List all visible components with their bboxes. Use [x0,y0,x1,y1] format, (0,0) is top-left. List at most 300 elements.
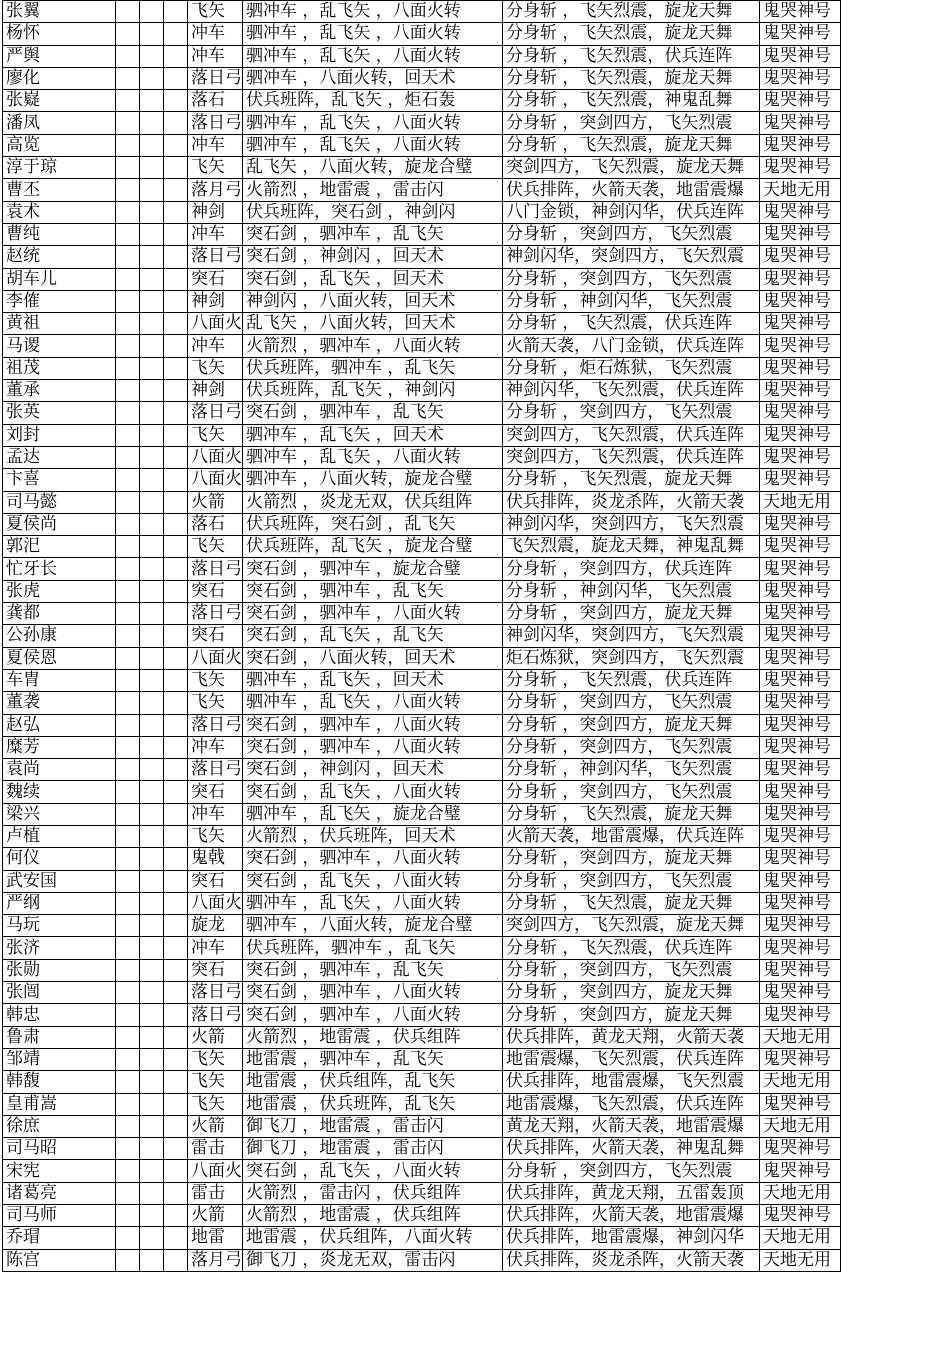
ultimate-skills-cell[interactable]: 分身斩 ，突剑四方，飞矢烈震 [503,692,760,714]
blank-cell-2[interactable] [140,692,164,714]
blank-cell-3[interactable] [164,959,188,981]
ultimate-skills-cell[interactable]: 伏兵排阵，火箭天袭，地雷震爆 [503,1205,760,1227]
weapon-cell[interactable]: 落月弓 [188,179,243,201]
ultimate-skills-cell[interactable]: 突剑四方，飞矢烈震，伏兵连阵 [503,446,760,468]
ultimate-skills-cell[interactable]: 分身斩 ，突剑四方，旋龙天舞 [503,982,760,1004]
weapon-cell[interactable]: 八面火 [188,1160,243,1182]
blank-cell-2[interactable] [140,380,164,402]
final-skill-cell[interactable]: 天地无用 [760,1026,841,1048]
final-skill-cell[interactable]: 鬼哭神号 [760,290,841,312]
skills-cell[interactable]: 御飞刀 ，地雷震 ，雷击闪 [243,1115,503,1137]
blank-cell-3[interactable] [164,1249,188,1271]
weapon-cell[interactable]: 突石 [188,268,243,290]
final-skill-cell[interactable]: 鬼哭神号 [760,892,841,914]
weapon-cell[interactable]: 落石 [188,513,243,535]
name-cell[interactable]: 诸葛亮 [3,1182,116,1204]
blank-cell-2[interactable] [140,781,164,803]
blank-cell-3[interactable] [164,1115,188,1137]
blank-cell-1[interactable] [116,402,140,424]
ultimate-skills-cell[interactable]: 分身斩 ，神剑闪华，飞矢烈震 [503,290,760,312]
final-skill-cell[interactable]: 鬼哭神号 [760,825,841,847]
final-skill-cell[interactable]: 鬼哭神号 [760,959,841,981]
weapon-cell[interactable]: 落日弓 [188,112,243,134]
weapon-cell[interactable]: 火箭 [188,1026,243,1048]
weapon-cell[interactable]: 飞矢 [188,692,243,714]
blank-cell-2[interactable] [140,446,164,468]
final-skill-cell[interactable]: 鬼哭神号 [760,157,841,179]
ultimate-skills-cell[interactable]: 伏兵排阵，地雷震爆，神剑闪华 [503,1227,760,1249]
skills-cell[interactable]: 火箭烈 ，地雷震 ，雷击闪 [243,179,503,201]
final-skill-cell[interactable]: 鬼哭神号 [760,1138,841,1160]
name-cell[interactable]: 司马昭 [3,1138,116,1160]
weapon-cell[interactable]: 飞矢 [188,157,243,179]
weapon-cell[interactable]: 神剑 [188,201,243,223]
weapon-cell[interactable]: 飞矢 [188,1071,243,1093]
ultimate-skills-cell[interactable]: 分身斩 ，突剑四方，飞矢烈震 [503,223,760,245]
final-skill-cell[interactable]: 鬼哭神号 [760,915,841,937]
skills-cell[interactable]: 驷冲车 ，乱飞矢 ，八面火转 [243,23,503,45]
blank-cell-1[interactable] [116,781,140,803]
weapon-cell[interactable]: 飞矢 [188,357,243,379]
skills-cell[interactable]: 伏兵班阵，乱飞矢 ，神剑闪 [243,380,503,402]
ultimate-skills-cell[interactable]: 分身斩 ，飞矢烈震，旋龙天舞 [503,892,760,914]
name-cell[interactable]: 赵统 [3,246,116,268]
final-skill-cell[interactable]: 鬼哭神号 [760,246,841,268]
blank-cell-2[interactable] [140,23,164,45]
blank-cell-3[interactable] [164,1160,188,1182]
blank-cell-2[interactable] [140,491,164,513]
blank-cell-1[interactable] [116,603,140,625]
skills-cell[interactable]: 突石剑 ，驷冲车 ，八面火转 [243,603,503,625]
ultimate-skills-cell[interactable]: 分身斩 ，突剑四方，飞矢烈震 [503,736,760,758]
ultimate-skills-cell[interactable]: 分身斩 ，突剑四方，旋龙天舞 [503,714,760,736]
skills-cell[interactable]: 驷冲车 ，乱飞矢 ，八面火转 [243,134,503,156]
skills-cell[interactable]: 突石剑 ，驷冲车 ，乱飞矢 [243,402,503,424]
final-skill-cell[interactable]: 鬼哭神号 [760,603,841,625]
blank-cell-1[interactable] [116,45,140,67]
blank-cell-1[interactable] [116,1093,140,1115]
weapon-cell[interactable]: 飞矢 [188,536,243,558]
skills-cell[interactable]: 驷冲车 ，乱飞矢 ，旋龙合璧 [243,803,503,825]
weapon-cell[interactable]: 冲车 [188,335,243,357]
ultimate-skills-cell[interactable]: 分身斩 ，飞矢烈震，旋龙天舞 [503,469,760,491]
weapon-cell[interactable]: 飞矢 [188,1093,243,1115]
weapon-cell[interactable]: 落月弓 [188,1249,243,1271]
ultimate-skills-cell[interactable]: 分身斩 ，飞矢烈震，旋龙天舞 [503,134,760,156]
blank-cell-2[interactable] [140,313,164,335]
name-cell[interactable]: 徐庶 [3,1115,116,1137]
weapon-cell[interactable]: 落日弓 [188,1004,243,1026]
name-cell[interactable]: 武安国 [3,870,116,892]
blank-cell-1[interactable] [116,915,140,937]
weapon-cell[interactable]: 冲车 [188,937,243,959]
blank-cell-1[interactable] [116,446,140,468]
weapon-cell[interactable]: 雷击 [188,1138,243,1160]
blank-cell-3[interactable] [164,290,188,312]
name-cell[interactable]: 廖化 [3,67,116,89]
ultimate-skills-cell[interactable]: 神剑闪华，飞矢烈震，伏兵连阵 [503,380,760,402]
name-cell[interactable]: 鲁肃 [3,1026,116,1048]
ultimate-skills-cell[interactable]: 黄龙天翔，火箭天袭，地雷震爆 [503,1115,760,1137]
blank-cell-3[interactable] [164,268,188,290]
final-skill-cell[interactable]: 天地无用 [760,1182,841,1204]
blank-cell-1[interactable] [116,759,140,781]
blank-cell-3[interactable] [164,982,188,1004]
blank-cell-1[interactable] [116,201,140,223]
name-cell[interactable]: 马玩 [3,915,116,937]
blank-cell-3[interactable] [164,1004,188,1026]
ultimate-skills-cell[interactable]: 分身斩 ，突剑四方，旋龙天舞 [503,1004,760,1026]
blank-cell-3[interactable] [164,134,188,156]
name-cell[interactable]: 袁术 [3,201,116,223]
blank-cell-3[interactable] [164,1071,188,1093]
skills-cell[interactable]: 地雷震 ，伏兵组阵，乱飞矢 [243,1071,503,1093]
blank-cell-2[interactable] [140,1048,164,1070]
name-cell[interactable]: 司马师 [3,1205,116,1227]
skills-cell[interactable]: 突石剑 ，驷冲车 ，乱飞矢 [243,580,503,602]
blank-cell-2[interactable] [140,1004,164,1026]
skills-cell[interactable]: 火箭烈 ，雷击闪 ，伏兵组阵 [243,1182,503,1204]
final-skill-cell[interactable]: 鬼哭神号 [760,625,841,647]
blank-cell-1[interactable] [116,335,140,357]
blank-cell-1[interactable] [116,1,140,23]
skills-cell[interactable]: 驷冲车 ，乱飞矢 ，回天术 [243,669,503,691]
blank-cell-1[interactable] [116,959,140,981]
blank-cell-1[interactable] [116,491,140,513]
blank-cell-2[interactable] [140,1182,164,1204]
skills-cell[interactable]: 突石剑 ，驷冲车 ，旋龙合璧 [243,558,503,580]
weapon-cell[interactable]: 落日弓 [188,759,243,781]
skills-cell[interactable]: 突石剑 ，乱飞矢 ，乱飞矢 [243,625,503,647]
ultimate-skills-cell[interactable]: 分身斩 ，突剑四方，飞矢烈震 [503,959,760,981]
ultimate-skills-cell[interactable]: 伏兵排阵，火箭天袭，地雷震爆 [503,179,760,201]
blank-cell-2[interactable] [140,892,164,914]
blank-cell-3[interactable] [164,937,188,959]
name-cell[interactable]: 张闿 [3,982,116,1004]
skills-cell[interactable]: 伏兵班阵，突石剑 ，乱飞矢 [243,513,503,535]
blank-cell-3[interactable] [164,625,188,647]
final-skill-cell[interactable]: 鬼哭神号 [760,558,841,580]
final-skill-cell[interactable]: 天地无用 [760,179,841,201]
final-skill-cell[interactable]: 鬼哭神号 [760,736,841,758]
blank-cell-3[interactable] [164,536,188,558]
blank-cell-3[interactable] [164,112,188,134]
blank-cell-2[interactable] [140,759,164,781]
name-cell[interactable]: 魏续 [3,781,116,803]
blank-cell-2[interactable] [140,1093,164,1115]
blank-cell-3[interactable] [164,558,188,580]
name-cell[interactable]: 乔瑁 [3,1227,116,1249]
ultimate-skills-cell[interactable]: 分身斩 ，飞矢烈震，旋龙天舞 [503,23,760,45]
name-cell[interactable]: 严纲 [3,892,116,914]
skills-cell[interactable]: 伏兵班阵，驷冲车 ，乱飞矢 [243,937,503,959]
weapon-cell[interactable]: 突石 [188,625,243,647]
blank-cell-3[interactable] [164,424,188,446]
blank-cell-1[interactable] [116,1138,140,1160]
skills-cell[interactable]: 火箭烈 ，伏兵班阵，回天术 [243,825,503,847]
skills-cell[interactable]: 火箭烈 ，地雷震 ，伏兵组阵 [243,1205,503,1227]
weapon-cell[interactable]: 飞矢 [188,669,243,691]
final-skill-cell[interactable]: 鬼哭神号 [760,781,841,803]
name-cell[interactable]: 公孙康 [3,625,116,647]
blank-cell-2[interactable] [140,134,164,156]
blank-cell-3[interactable] [164,892,188,914]
blank-cell-3[interactable] [164,157,188,179]
ultimate-skills-cell[interactable]: 地雷震爆，飞矢烈震，伏兵连阵 [503,1048,760,1070]
blank-cell-2[interactable] [140,825,164,847]
name-cell[interactable]: 皇甫嵩 [3,1093,116,1115]
final-skill-cell[interactable]: 鬼哭神号 [760,1004,841,1026]
blank-cell-1[interactable] [116,1071,140,1093]
blank-cell-1[interactable] [116,90,140,112]
blank-cell-2[interactable] [140,848,164,870]
blank-cell-3[interactable] [164,1205,188,1227]
skills-cell[interactable]: 伏兵班阵，乱飞矢 ，旋龙合璧 [243,536,503,558]
name-cell[interactable]: 董承 [3,380,116,402]
blank-cell-2[interactable] [140,290,164,312]
final-skill-cell[interactable]: 鬼哭神号 [760,134,841,156]
skills-cell[interactable]: 驷冲车 ，八面火转，旋龙合璧 [243,915,503,937]
weapon-cell[interactable]: 落日弓 [188,67,243,89]
blank-cell-3[interactable] [164,1138,188,1160]
name-cell[interactable]: 李傕 [3,290,116,312]
blank-cell-1[interactable] [116,513,140,535]
name-cell[interactable]: 曹丕 [3,179,116,201]
blank-cell-2[interactable] [140,112,164,134]
final-skill-cell[interactable]: 鬼哭神号 [760,1048,841,1070]
ultimate-skills-cell[interactable]: 分身斩 ，突剑四方，飞矢烈震 [503,781,760,803]
blank-cell-2[interactable] [140,558,164,580]
ultimate-skills-cell[interactable]: 分身斩 ，突剑四方，伏兵连阵 [503,558,760,580]
name-cell[interactable]: 孟达 [3,446,116,468]
ultimate-skills-cell[interactable]: 分身斩 ，突剑四方，飞矢烈震 [503,1160,760,1182]
final-skill-cell[interactable]: 鬼哭神号 [760,982,841,1004]
name-cell[interactable]: 忙牙长 [3,558,116,580]
weapon-cell[interactable]: 八面火 [188,446,243,468]
blank-cell-3[interactable] [164,848,188,870]
weapon-cell[interactable]: 冲车 [188,223,243,245]
blank-cell-1[interactable] [116,268,140,290]
blank-cell-2[interactable] [140,45,164,67]
ultimate-skills-cell[interactable]: 分身斩 ，飞矢烈震，伏兵连阵 [503,937,760,959]
name-cell[interactable]: 高览 [3,134,116,156]
ultimate-skills-cell[interactable]: 飞矢烈震，旋龙天舞，神鬼乱舞 [503,536,760,558]
blank-cell-2[interactable] [140,1138,164,1160]
final-skill-cell[interactable]: 鬼哭神号 [760,90,841,112]
weapon-cell[interactable]: 突石 [188,870,243,892]
blank-cell-2[interactable] [140,959,164,981]
blank-cell-1[interactable] [116,357,140,379]
final-skill-cell[interactable]: 鬼哭神号 [760,469,841,491]
final-skill-cell[interactable]: 鬼哭神号 [760,112,841,134]
name-cell[interactable]: 张济 [3,937,116,959]
name-cell[interactable]: 赵弘 [3,714,116,736]
blank-cell-1[interactable] [116,892,140,914]
weapon-cell[interactable]: 落石 [188,90,243,112]
skills-cell[interactable]: 火箭烈 ，炎龙无双，伏兵组阵 [243,491,503,513]
ultimate-skills-cell[interactable]: 分身斩 ，神剑闪华，飞矢烈震 [503,580,760,602]
skills-cell[interactable]: 驷冲车 ，乱飞矢 ，八面火转 [243,45,503,67]
final-skill-cell[interactable]: 鬼哭神号 [760,201,841,223]
blank-cell-3[interactable] [164,714,188,736]
blank-cell-1[interactable] [116,736,140,758]
blank-cell-2[interactable] [140,67,164,89]
name-cell[interactable]: 邹靖 [3,1048,116,1070]
blank-cell-3[interactable] [164,491,188,513]
skills-cell[interactable]: 突石剑 ，乱飞矢 ，八面火转 [243,781,503,803]
ultimate-skills-cell[interactable]: 分身斩 ，突剑四方，飞矢烈震 [503,112,760,134]
ultimate-skills-cell[interactable]: 神剑闪华，突剑四方，飞矢烈震 [503,625,760,647]
weapon-cell[interactable]: 冲车 [188,803,243,825]
name-cell[interactable]: 夏侯恩 [3,647,116,669]
name-cell[interactable]: 韩忠 [3,1004,116,1026]
blank-cell-2[interactable] [140,803,164,825]
blank-cell-3[interactable] [164,45,188,67]
weapon-cell[interactable]: 神剑 [188,290,243,312]
blank-cell-1[interactable] [116,1004,140,1026]
blank-cell-3[interactable] [164,402,188,424]
blank-cell-2[interactable] [140,1115,164,1137]
blank-cell-2[interactable] [140,870,164,892]
name-cell[interactable]: 夏侯尚 [3,513,116,535]
blank-cell-1[interactable] [116,825,140,847]
ultimate-skills-cell[interactable]: 分身斩 ，飞矢烈震，神鬼乱舞 [503,90,760,112]
name-cell[interactable]: 胡车儿 [3,268,116,290]
blank-cell-1[interactable] [116,134,140,156]
blank-cell-2[interactable] [140,223,164,245]
weapon-cell[interactable]: 突石 [188,959,243,981]
ultimate-skills-cell[interactable]: 伏兵排阵，炎龙杀阵，火箭天袭 [503,1249,760,1271]
blank-cell-1[interactable] [116,424,140,446]
weapon-cell[interactable]: 火箭 [188,1115,243,1137]
final-skill-cell[interactable]: 鬼哭神号 [760,1160,841,1182]
skills-cell[interactable]: 火箭烈 ，驷冲车 ，八面火转 [243,335,503,357]
blank-cell-3[interactable] [164,580,188,602]
skills-cell[interactable]: 驷冲车 ，八面火转，回天术 [243,67,503,89]
blank-cell-1[interactable] [116,848,140,870]
blank-cell-2[interactable] [140,982,164,1004]
final-skill-cell[interactable]: 鬼哭神号 [760,446,841,468]
blank-cell-1[interactable] [116,469,140,491]
weapon-cell[interactable]: 冲车 [188,134,243,156]
skills-cell[interactable]: 突石剑 ，驷冲车 ，八面火转 [243,714,503,736]
ultimate-skills-cell[interactable]: 八门金锁，神剑闪华，伏兵连阵 [503,201,760,223]
skills-cell[interactable]: 突石剑 ，八面火转，回天术 [243,647,503,669]
blank-cell-1[interactable] [116,1160,140,1182]
final-skill-cell[interactable]: 鬼哭神号 [760,759,841,781]
weapon-cell[interactable]: 飞矢 [188,424,243,446]
final-skill-cell[interactable]: 鬼哭神号 [760,223,841,245]
final-skill-cell[interactable]: 鬼哭神号 [760,513,841,535]
blank-cell-1[interactable] [116,290,140,312]
blank-cell-2[interactable] [140,1249,164,1271]
final-skill-cell[interactable]: 鬼哭神号 [760,23,841,45]
skills-cell[interactable]: 突石剑 ，乱飞矢 ，回天术 [243,268,503,290]
blank-cell-3[interactable] [164,223,188,245]
blank-cell-1[interactable] [116,223,140,245]
blank-cell-2[interactable] [140,647,164,669]
name-cell[interactable]: 刘封 [3,424,116,446]
blank-cell-2[interactable] [140,1227,164,1249]
name-cell[interactable]: 马谡 [3,335,116,357]
blank-cell-2[interactable] [140,536,164,558]
ultimate-skills-cell[interactable]: 突剑四方，飞矢烈震，旋龙天舞 [503,157,760,179]
blank-cell-3[interactable] [164,1,188,23]
blank-cell-1[interactable] [116,157,140,179]
final-skill-cell[interactable]: 鬼哭神号 [760,647,841,669]
blank-cell-3[interactable] [164,469,188,491]
blank-cell-3[interactable] [164,669,188,691]
final-skill-cell[interactable]: 鬼哭神号 [760,335,841,357]
blank-cell-1[interactable] [116,1205,140,1227]
blank-cell-3[interactable] [164,781,188,803]
final-skill-cell[interactable]: 鬼哭神号 [760,380,841,402]
blank-cell-2[interactable] [140,1160,164,1182]
final-skill-cell[interactable]: 鬼哭神号 [760,402,841,424]
skills-cell[interactable]: 突石剑 ，乱飞矢 ，八面火转 [243,1160,503,1182]
weapon-cell[interactable]: 落日弓 [188,402,243,424]
blank-cell-3[interactable] [164,1048,188,1070]
final-skill-cell[interactable]: 天地无用 [760,1115,841,1137]
blank-cell-1[interactable] [116,536,140,558]
blank-cell-3[interactable] [164,915,188,937]
ultimate-skills-cell[interactable]: 分身斩 ，飞矢烈震，伏兵连阵 [503,669,760,691]
blank-cell-1[interactable] [116,23,140,45]
final-skill-cell[interactable]: 鬼哭神号 [760,1205,841,1227]
ultimate-skills-cell[interactable]: 伏兵排阵，地雷震爆，飞矢烈震 [503,1071,760,1093]
name-cell[interactable]: 祖茂 [3,357,116,379]
ultimate-skills-cell[interactable]: 神剑闪华，突剑四方，飞矢烈震 [503,513,760,535]
blank-cell-1[interactable] [116,714,140,736]
blank-cell-1[interactable] [116,669,140,691]
blank-cell-2[interactable] [140,513,164,535]
blank-cell-2[interactable] [140,1071,164,1093]
skills-cell[interactable]: 驷冲车 ，乱飞矢 ，八面火转 [243,112,503,134]
skills-cell[interactable]: 伏兵班阵，乱飞矢 ，炬石轰 [243,90,503,112]
weapon-cell[interactable]: 飞矢 [188,1,243,23]
blank-cell-2[interactable] [140,357,164,379]
weapon-cell[interactable]: 突石 [188,781,243,803]
name-cell[interactable]: 潘凤 [3,112,116,134]
ultimate-skills-cell[interactable]: 分身斩 ，飞矢烈震，伏兵连阵 [503,45,760,67]
name-cell[interactable]: 淳于琼 [3,157,116,179]
weapon-cell[interactable]: 飞矢 [188,825,243,847]
blank-cell-1[interactable] [116,1227,140,1249]
blank-cell-2[interactable] [140,179,164,201]
name-cell[interactable]: 宋宪 [3,1160,116,1182]
ultimate-skills-cell[interactable]: 分身斩 ，飞矢烈震，伏兵连阵 [503,313,760,335]
weapon-cell[interactable]: 冲车 [188,736,243,758]
final-skill-cell[interactable]: 鬼哭神号 [760,45,841,67]
final-skill-cell[interactable]: 天地无用 [760,491,841,513]
weapon-cell[interactable]: 火箭 [188,491,243,513]
weapon-cell[interactable]: 八面火 [188,892,243,914]
blank-cell-3[interactable] [164,603,188,625]
blank-cell-2[interactable] [140,669,164,691]
name-cell[interactable]: 张虎 [3,580,116,602]
final-skill-cell[interactable]: 鬼哭神号 [760,692,841,714]
ultimate-skills-cell[interactable]: 分身斩 ，突剑四方，飞矢烈震 [503,870,760,892]
blank-cell-3[interactable] [164,90,188,112]
final-skill-cell[interactable]: 鬼哭神号 [760,313,841,335]
blank-cell-1[interactable] [116,313,140,335]
final-skill-cell[interactable]: 鬼哭神号 [760,357,841,379]
blank-cell-3[interactable] [164,825,188,847]
skills-cell[interactable]: 伏兵班阵，突石剑 ，神剑闪 [243,201,503,223]
skills-cell[interactable]: 突石剑 ，驷冲车 ，八面火转 [243,848,503,870]
blank-cell-1[interactable] [116,558,140,580]
blank-cell-3[interactable] [164,1093,188,1115]
